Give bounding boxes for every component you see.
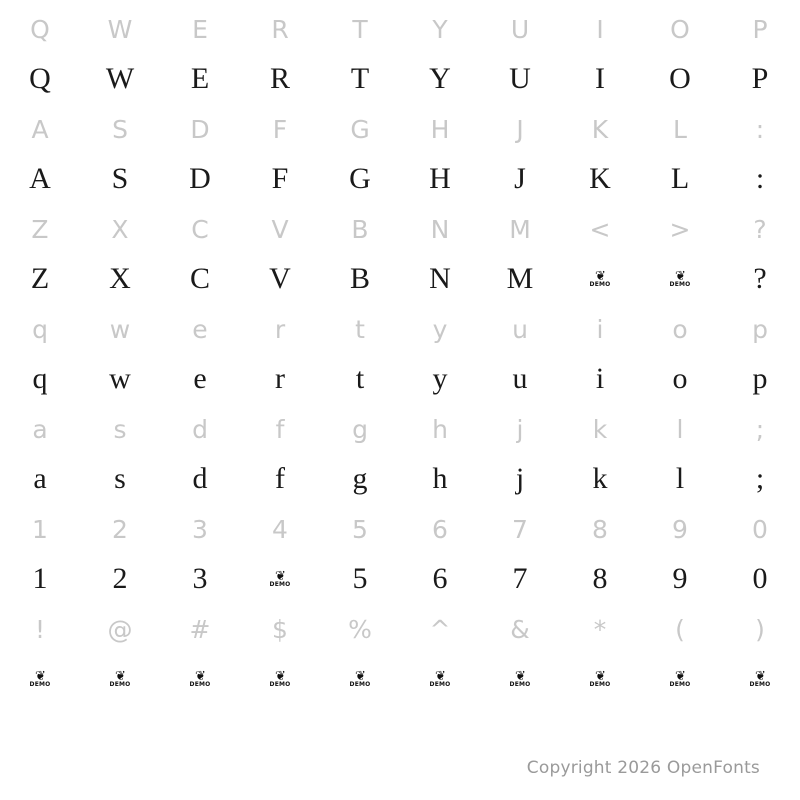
glyph-cell: o bbox=[672, 314, 688, 344]
glyph-cell: 2 bbox=[112, 514, 128, 544]
demo-label: DEMO bbox=[269, 680, 291, 688]
glyph-cell: l bbox=[676, 414, 684, 444]
glyph-cell: ; bbox=[755, 462, 765, 495]
glyph-cell: i bbox=[596, 314, 604, 344]
glyph-cell: : bbox=[755, 162, 765, 195]
glyph-cell: > bbox=[669, 214, 691, 244]
glyph-cell: T bbox=[352, 14, 368, 44]
glyph-row bbox=[0, 4, 800, 54]
glyph-cell: g bbox=[352, 414, 368, 444]
glyph-cell: s bbox=[113, 414, 127, 444]
glyph-cell: y bbox=[432, 362, 448, 395]
glyph-cell: C bbox=[189, 262, 210, 295]
glyph-cell: < bbox=[589, 214, 611, 244]
glyph-cell: p bbox=[752, 362, 768, 395]
glyph-row bbox=[0, 304, 800, 354]
glyph-cell: 9 bbox=[672, 514, 688, 544]
glyph-row bbox=[0, 454, 800, 504]
glyph-cell: f bbox=[275, 462, 285, 495]
glyph-cell: S bbox=[111, 162, 129, 195]
glyph-cell: * bbox=[593, 614, 607, 644]
glyph-cell: N bbox=[430, 214, 450, 244]
glyph-row bbox=[0, 404, 800, 454]
glyph-cell: w bbox=[109, 314, 131, 344]
glyph-cell: V bbox=[271, 214, 289, 244]
glyph-cell: V bbox=[269, 262, 291, 295]
leaf-icon: ❦ bbox=[435, 667, 445, 683]
glyph-cell: h bbox=[432, 462, 448, 495]
glyph-cell: ^ bbox=[429, 614, 451, 644]
leaf-icon: ❦ bbox=[355, 667, 365, 683]
glyph-cell: X bbox=[111, 214, 129, 244]
demo-label: DEMO bbox=[749, 680, 771, 688]
demo-label: DEMO bbox=[109, 680, 131, 688]
glyph-cell: j bbox=[516, 414, 524, 444]
leaf-icon: ❦ bbox=[515, 667, 525, 683]
glyph-cell: q bbox=[32, 362, 48, 395]
demo-watermark-glyph bbox=[560, 254, 640, 304]
leaf-icon: ❦ bbox=[35, 667, 45, 683]
glyph-cell: Y bbox=[432, 14, 448, 44]
demo-watermark-glyph bbox=[720, 654, 800, 704]
glyph-cell: D bbox=[190, 114, 210, 144]
glyph-cell: P bbox=[752, 14, 768, 44]
glyph-cell: s bbox=[114, 462, 126, 495]
glyph-cell: k bbox=[592, 414, 608, 444]
glyph-cell: U bbox=[509, 62, 531, 95]
glyph-cell: Q bbox=[29, 62, 51, 95]
glyph-cell: j bbox=[515, 462, 525, 495]
glyph-cell: 8 bbox=[592, 562, 608, 595]
glyph-cell: ) bbox=[755, 614, 765, 644]
glyph-cell: 1 bbox=[32, 514, 48, 544]
glyph-cell: K bbox=[591, 114, 609, 144]
glyph-cell: # bbox=[189, 614, 211, 644]
demo-watermark-glyph bbox=[0, 654, 80, 704]
glyph-cell: D bbox=[189, 162, 211, 195]
glyph-cell: q bbox=[32, 314, 48, 344]
glyph-cell: O bbox=[669, 62, 691, 95]
demo-label: DEMO bbox=[669, 280, 691, 288]
glyph-cell: F bbox=[272, 114, 288, 144]
demo-label: DEMO bbox=[349, 680, 371, 688]
glyph-cell: C bbox=[191, 214, 209, 244]
glyph-cell: A bbox=[31, 114, 49, 144]
glyph-cell: G bbox=[349, 162, 371, 195]
demo-label: DEMO bbox=[429, 680, 451, 688]
demo-watermark-glyph bbox=[560, 654, 640, 704]
demo-watermark-glyph bbox=[400, 654, 480, 704]
glyph-cell: E bbox=[190, 62, 210, 95]
glyph-row bbox=[0, 154, 800, 204]
demo-label: DEMO bbox=[269, 580, 291, 588]
glyph-cell: t bbox=[355, 314, 365, 344]
glyph-cell: O bbox=[670, 14, 690, 44]
glyph-cell: e bbox=[192, 314, 208, 344]
glyph-cell: Z bbox=[30, 262, 50, 295]
glyph-cell: B bbox=[351, 214, 369, 244]
demo-watermark-glyph bbox=[320, 654, 400, 704]
glyph-cell: 5 bbox=[352, 514, 368, 544]
demo-label: DEMO bbox=[29, 680, 51, 688]
glyph-cell: Y bbox=[429, 62, 451, 95]
glyph-cell: 2 bbox=[112, 562, 128, 595]
glyph-cell: W bbox=[107, 14, 133, 44]
glyph-cell: t bbox=[355, 362, 365, 395]
glyph-cell: 6 bbox=[432, 514, 448, 544]
glyph-cell: : bbox=[755, 114, 765, 144]
glyph-cell: 6 bbox=[432, 562, 448, 595]
glyph-cell: A bbox=[29, 162, 51, 195]
glyph-cell: I bbox=[595, 62, 605, 95]
demo-label: DEMO bbox=[509, 680, 531, 688]
leaf-icon: ❦ bbox=[195, 667, 205, 683]
glyph-cell: R bbox=[269, 62, 290, 95]
glyph-cell: e bbox=[193, 362, 207, 395]
glyph-cell: 4 bbox=[272, 514, 288, 544]
leaf-icon: ❦ bbox=[675, 667, 685, 683]
glyph-cell: f bbox=[275, 414, 285, 444]
glyph-row bbox=[0, 54, 800, 104]
glyph-cell: 0 bbox=[752, 562, 768, 595]
demo-watermark-glyph bbox=[240, 554, 320, 604]
glyph-cell: J bbox=[514, 162, 526, 195]
glyph-row bbox=[0, 554, 800, 604]
leaf-icon: ❦ bbox=[115, 667, 125, 683]
glyph-cell: 8 bbox=[592, 514, 608, 544]
glyph-row bbox=[0, 204, 800, 254]
glyph-cell: K bbox=[589, 162, 611, 195]
glyph-cell: F bbox=[271, 162, 289, 195]
glyph-cell: ! bbox=[34, 614, 46, 644]
glyph-cell: l bbox=[675, 462, 685, 495]
glyph-cell: y bbox=[432, 314, 448, 344]
glyph-cell: $ bbox=[272, 614, 288, 644]
leaf-icon: ❦ bbox=[675, 267, 685, 283]
leaf-icon: ❦ bbox=[275, 667, 285, 683]
leaf-icon: ❦ bbox=[755, 667, 765, 683]
demo-watermark-glyph bbox=[240, 654, 320, 704]
glyph-cell: d bbox=[192, 414, 208, 444]
glyph-cell: d bbox=[192, 462, 208, 495]
glyph-cell: R bbox=[271, 14, 289, 44]
leaf-icon: ❦ bbox=[275, 567, 285, 583]
glyph-row bbox=[0, 354, 800, 404]
glyph-cell: u bbox=[512, 362, 528, 395]
glyph-cell: 3 bbox=[192, 562, 208, 595]
glyph-cell: 9 bbox=[672, 562, 688, 595]
glyph-cell: H bbox=[429, 162, 451, 195]
glyph-cell: r bbox=[275, 362, 285, 395]
glyph-cell: N bbox=[429, 262, 451, 295]
glyph-cell: I bbox=[596, 14, 604, 44]
glyph-row bbox=[0, 104, 800, 154]
demo-watermark-glyph bbox=[640, 654, 720, 704]
glyph-cell: ? bbox=[753, 214, 767, 244]
glyph-cell: B bbox=[349, 262, 370, 295]
glyph-cell: a bbox=[32, 414, 48, 444]
glyph-row bbox=[0, 654, 800, 704]
glyph-cell: L bbox=[673, 114, 687, 144]
glyph-cell: % bbox=[348, 614, 372, 644]
glyph-cell: W bbox=[105, 62, 135, 95]
glyph-cell: J bbox=[516, 114, 524, 144]
glyph-cell: M bbox=[509, 214, 531, 244]
glyph-cell: X bbox=[109, 262, 131, 295]
demo-label: DEMO bbox=[589, 280, 611, 288]
glyph-cell: ? bbox=[753, 262, 767, 295]
glyph-cell: L bbox=[670, 162, 690, 195]
leaf-icon: ❦ bbox=[595, 667, 605, 683]
glyph-cell: @ bbox=[107, 614, 133, 644]
demo-label: DEMO bbox=[669, 680, 691, 688]
glyph-cell: 5 bbox=[352, 562, 368, 595]
glyph-cell: 0 bbox=[752, 514, 768, 544]
glyph-row bbox=[0, 604, 800, 654]
glyph-cell: w bbox=[109, 362, 131, 395]
glyph-cell: M bbox=[506, 262, 534, 295]
glyph-cell: ( bbox=[675, 614, 685, 644]
glyph-cell: & bbox=[510, 614, 530, 644]
glyph-cell: 7 bbox=[512, 562, 528, 595]
glyph-cell: Q bbox=[30, 14, 50, 44]
glyph-cell: T bbox=[350, 62, 370, 95]
glyph-cell: E bbox=[192, 14, 208, 44]
leaf-icon: ❦ bbox=[595, 267, 605, 283]
glyph-cell: S bbox=[112, 114, 128, 144]
glyph-cell: ; bbox=[755, 414, 765, 444]
glyph-cell: U bbox=[510, 14, 530, 44]
glyph-cell: p bbox=[752, 314, 768, 344]
glyph-cell: g bbox=[352, 462, 368, 495]
glyph-row bbox=[0, 254, 800, 304]
glyph-cell: 3 bbox=[192, 514, 208, 544]
demo-watermark-glyph bbox=[640, 254, 720, 304]
glyph-cell: i bbox=[595, 362, 605, 395]
glyph-cell: o bbox=[672, 362, 688, 395]
glyph-cell: r bbox=[274, 314, 286, 344]
glyph-cell: k bbox=[592, 462, 608, 495]
glyph-cell: a bbox=[33, 462, 47, 495]
glyph-cell: u bbox=[512, 314, 528, 344]
glyph-cell: P bbox=[751, 62, 769, 95]
demo-label: DEMO bbox=[589, 680, 611, 688]
demo-watermark-glyph bbox=[480, 654, 560, 704]
copyright-footer: Copyright 2026 OpenFonts bbox=[526, 758, 760, 778]
demo-watermark-glyph bbox=[80, 654, 160, 704]
glyph-cell: 7 bbox=[512, 514, 528, 544]
glyph-cell: H bbox=[430, 114, 450, 144]
demo-label: DEMO bbox=[189, 680, 211, 688]
glyph-cell: G bbox=[350, 114, 370, 144]
glyph-cell: h bbox=[432, 414, 448, 444]
glyph-cell: Z bbox=[31, 214, 49, 244]
glyph-row bbox=[0, 504, 800, 554]
glyph-cell: 1 bbox=[32, 562, 48, 595]
demo-watermark-glyph bbox=[160, 654, 240, 704]
